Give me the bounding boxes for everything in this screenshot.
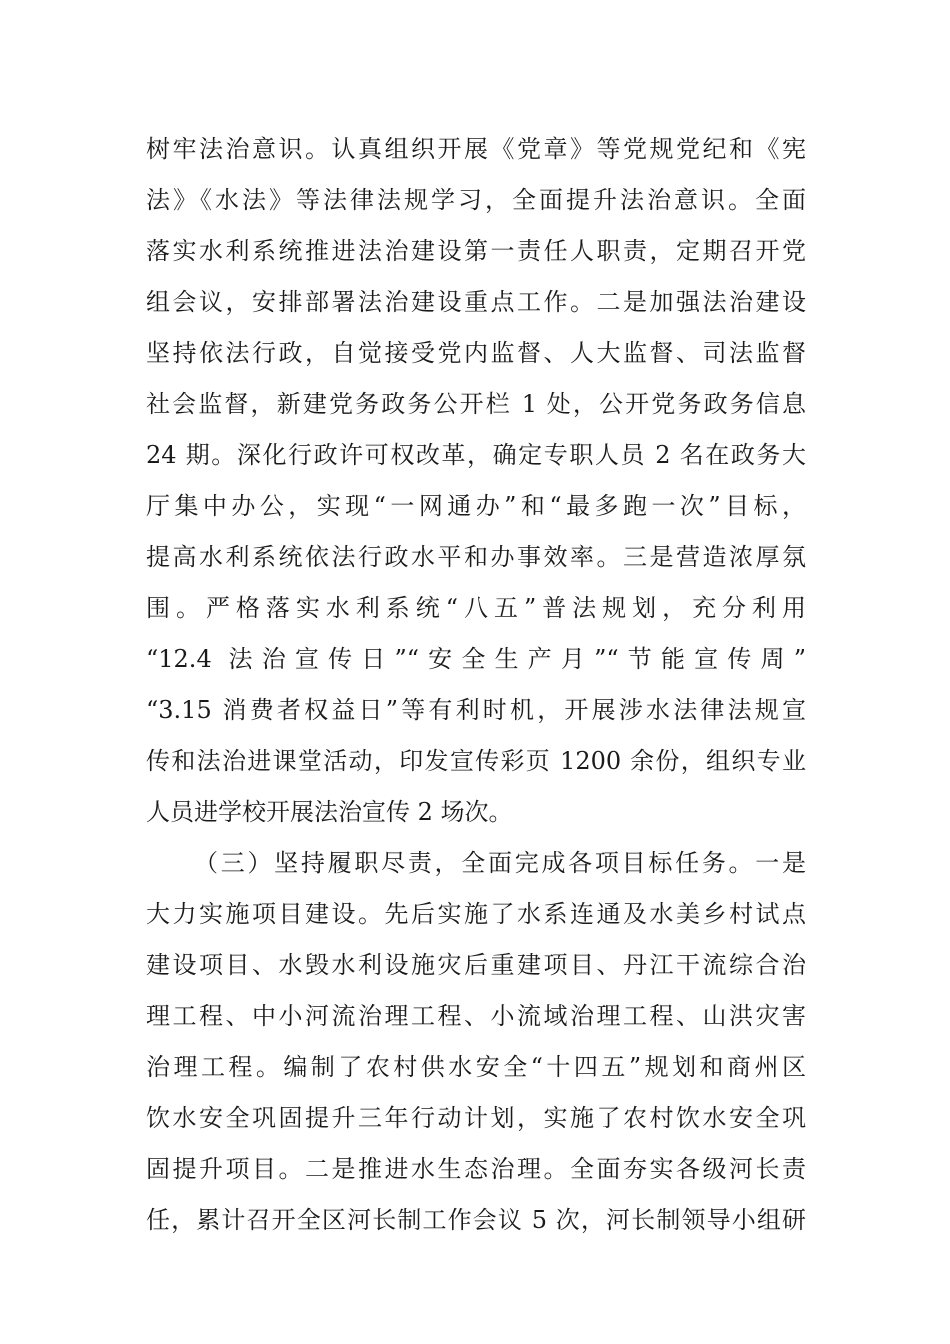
text-line: 24 期。深化行政许可权改革，确定专职人员 2 名在政务大: [146, 441, 806, 469]
text-line: 传和法治进课堂活动，印发宣传彩页 1200 余份，组织专业: [146, 747, 806, 775]
text-line: 固提升项目。二是推进水生态治理。全面夯实各级河长责: [146, 1155, 806, 1183]
text-line: 落实水利系统推进法治建设第一责任人职责，定期召开党: [146, 237, 806, 265]
text-line: 理工程、中小河流治理工程、小流域治理工程、山洪灾害: [146, 1002, 806, 1030]
text-line: “3.15 消费者权益日”等有利时机，开展涉水法律法规宣: [146, 696, 806, 724]
text-line: 社会监督，新建党务政务公开栏 1 处，公开党务政务信息: [146, 390, 806, 418]
text-line: 建设项目、水毁水利设施灾后重建项目、丹江干流综合治: [146, 951, 806, 979]
text-line: 任，累计召开全区河长制工作会议 5 次，河长制领导小组研: [146, 1206, 806, 1234]
text-line: 饮水安全巩固提升三年行动计划，实施了农村饮水安全巩: [146, 1104, 806, 1132]
text-line: 树牢法治意识。认真组织开展《党章》等党规党纪和《宪: [146, 135, 806, 163]
text-line: 人员进学校开展法治宣传 2 场次。: [146, 798, 513, 826]
text-line: 法》《水法》等法律法规学习，全面提升法治意识。全面: [146, 186, 806, 214]
text-line: 提高水利系统依法行政水平和办事效率。三是营造浓厚氛: [146, 543, 806, 571]
text-line: “12.4 法治宣传日”“安全生产月”“节能宣传周”: [146, 645, 806, 673]
text-line: 厅集中办公，实现“一网通办”和“最多跑一次”目标，: [146, 492, 806, 520]
text-line: 大力实施项目建设。先后实施了水系连通及水美乡村试点: [146, 900, 806, 928]
text-line: 组会议，安排部署法治建设重点工作。二是加强法治建设: [146, 288, 806, 316]
text-line: 坚持依法行政，自觉接受党内监督、人大监督、司法监督: [146, 339, 806, 367]
text-line: 治理工程。编制了农村供水安全“十四五”规划和商州区: [146, 1053, 806, 1081]
section-heading-line: （三）坚持履职尽责，全面完成各项目标任务。一是: [194, 849, 806, 877]
text-line: 围。严格落实水利系统“八五”普法规划，充分利用: [146, 594, 806, 622]
